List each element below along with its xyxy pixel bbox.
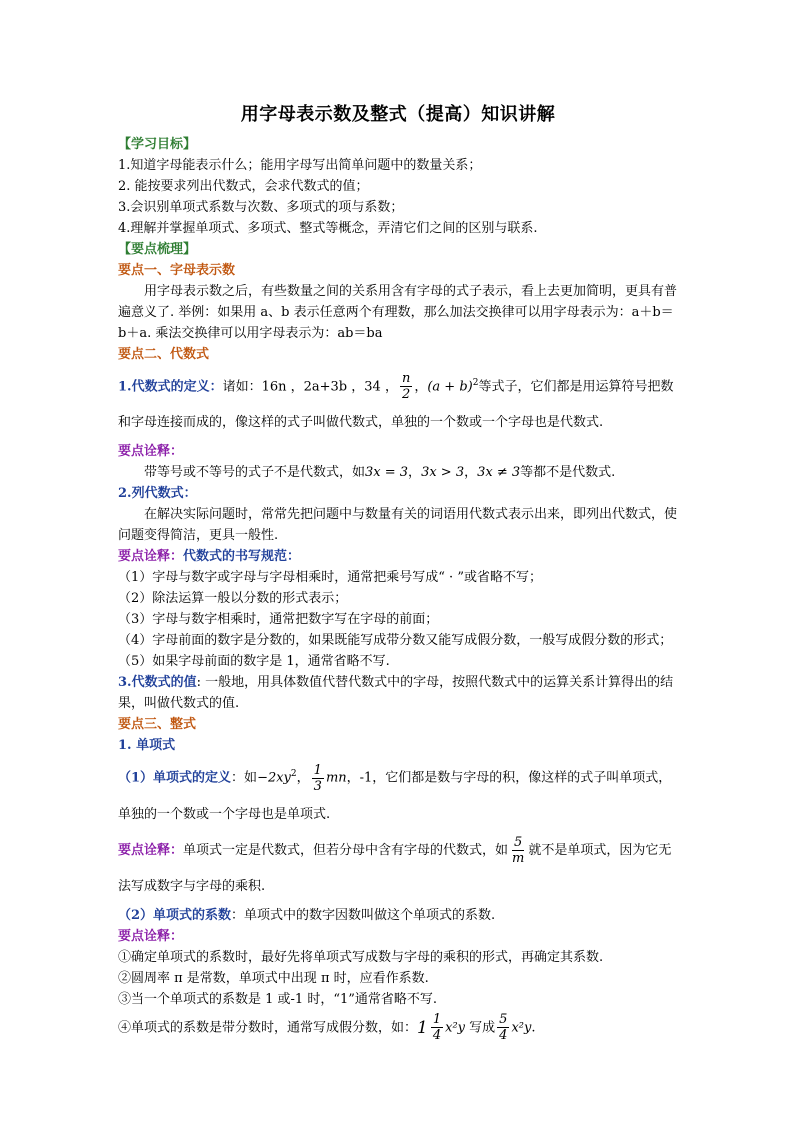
writing-rule: （1）字母与数字或字母与字母相乘时，通常把乘号写成“ · ”或省略不写； <box>118 570 542 586</box>
note-not-expression: 带等号或不等号的式子不是代数式，如3x = 3，3x > 3，3x ≠ 3等都不是代数式. <box>144 465 616 481</box>
expression-value-definition: 3.代数式的值: 一般地，用具体数值代替代数式中的字母，按照代数式中的运算关系计算得出的结果，叫做代数式的值. <box>118 675 674 712</box>
monomial-definition: （1）单项式的定义：如$-2xy^2$， $\frac{1}{3}$ mn，-1，它们都是数与字母的积，像这样的式子叫单项式，单独的一个数或一个字母也是单项式. <box>118 762 672 822</box>
monomial-note: 要点诠释：单项式一定是代数式，但若分母中含有字母的代数式，如 $\frac{5}{m}$ 就不是单项式，因为它无法写成数字与字母的乘积. <box>118 834 672 894</box>
heading-point-one: 要点一、字母表示数 <box>118 263 236 278</box>
fraction-n-over-2: $\frac{n}{2}$ <box>401 371 411 403</box>
monomial-coefficient-definition: （2）单项式的系数：单项式中的数字因数叫做这个单项式的系数. <box>118 907 496 923</box>
document-page <box>118 100 678 1046</box>
writing-rules-heading: 要点诠释：代数式的书写规范： <box>118 549 301 565</box>
coefficient-note-item: ①确定单项式的系数时，最好先将单项式写成数与字母的乘积的形式，再确定其系数. <box>118 949 604 965</box>
algebraic-expression-definition: 1.代数式的定义：诸如：16n ，2a+3b ，34 ， $\frac{n}{2}$ ，$(a + b)^2$等式子，它们都是用运算符号把数和字母连接而成的，像这样的式子叫做代数式，单独的一个数或一个字母也是代数式. <box>118 371 674 431</box>
list-expression-text: 在解决实际问题时，常常先把问题中与数量有关的词语用代数式表示出来，即列出代数式，使问题变得简洁，更具一般性. <box>118 507 678 544</box>
section-learning-goals: 【学习目标】 <box>118 137 197 152</box>
fraction-five-over-m: $\frac{5}{m}$ <box>512 834 525 866</box>
goal-item: 4.理解并掌握单项式、多项式、整式等概念，弄清它们之间的区别与联系. <box>118 221 538 236</box>
note-label: 要点诠释： <box>118 444 184 460</box>
goal-item: 3.会识别单项式系数与次数、多项式的项与系数； <box>118 200 404 215</box>
goal-item: 1.知道字母能表示什么；能用字母写出简单问题中的数量关系； <box>118 158 482 173</box>
document-title: 用字母表示数及整式（提高）知识讲解 <box>240 104 556 125</box>
improper-fraction: $\frac{5}{4}$ <box>499 1012 508 1044</box>
definition-suffix: 等式子，它们都是用运算符号把数和字母连接而成的，像这样的式子叫做代数式，单独的一个数或一个字母也是代数式. <box>118 379 674 431</box>
definition-prefix: 诸如：16n ，2a+3b ，34 ， <box>222 379 398 395</box>
list-expression-label: 2.列代数式： <box>118 486 197 502</box>
expression-a-plus-b: (a + b) <box>427 379 473 395</box>
definition-label: 1.代数式的定义： <box>118 379 223 395</box>
exponent: 2 <box>472 378 479 388</box>
section-key-points: 【要点梳理】 <box>118 242 197 257</box>
coefficient-note-item: ④单项式的系数是带分数时，通常写成假分数，如： 1 $\frac{1}{4}$ x²y 写成 $\frac{5}{4}$ x²y. <box>118 1010 678 1047</box>
fraction-one-third: $\frac{1}{3}$ <box>313 762 322 794</box>
note-label: 要点诠释： <box>118 928 184 944</box>
heading-point-two: 要点二、代数式 <box>118 347 210 362</box>
coefficient-note-item: ③当一个单项式的系数是 1 或-1 时，“1”通常省略不写. <box>118 991 438 1007</box>
writing-rule: （3）字母与数字相乘时，通常把数字写在字母的前面； <box>118 612 439 628</box>
coefficient-note-item: ②圆周率 π 是常数，单项式中出现 π 时，应看作系数. <box>118 970 429 986</box>
heading-point-three: 要点三、整式 <box>118 717 197 733</box>
monomial-subheading: 1. 单项式 <box>118 738 176 754</box>
mixed-number: 1 $\frac{1}{4}$ <box>417 1012 442 1044</box>
goal-item: 2. 能按要求列出代数式，会求代数式的值； <box>118 179 369 194</box>
writing-rule: （4）字母前面的数字是分数的，如果既能写成带分数又能写成假分数，一般写成假分数的形式； <box>118 633 673 649</box>
writing-rule: （5）如果字母前面的数字是 1，通常省略不写. <box>118 654 390 670</box>
point-one-text: 用字母表示数之后，有些数量之间的关系用含有字母的式子表示，看上去更加简明，更具有普遍意义了. 举例：如果用 a、b 表示任意两个有理数，那么加法交换律可以用字母表示为：a＋b＝b＋a. 乘法交换律可以用字母表示为：ab＝ba <box>118 284 678 341</box>
writing-rule: （2）除法运算一般以分数的形式表示； <box>118 591 348 607</box>
